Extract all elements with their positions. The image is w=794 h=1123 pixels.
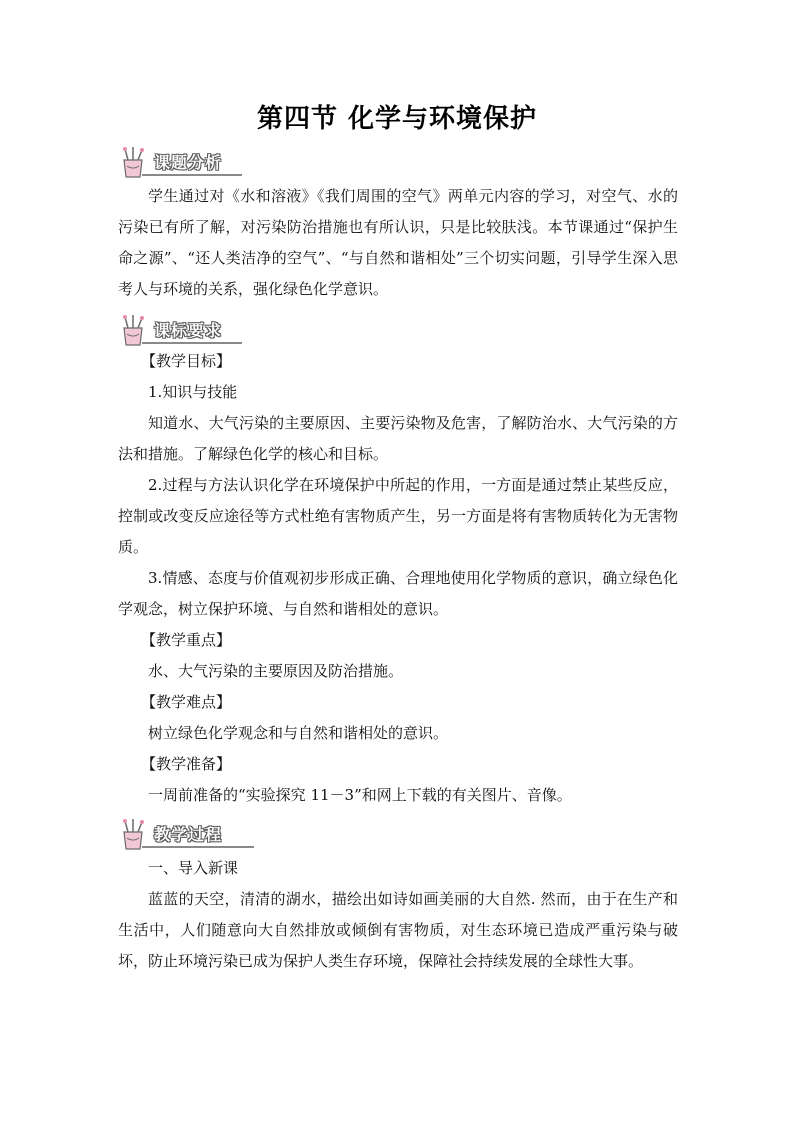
goal3-paragraph: 3.情感、态度与价值观初步形成正确、合理地使用化学物质的意识，确立绿色化学观念，树立保护环境、与自然和谐相处的意识。 [118,569,678,618]
section-underline [142,174,242,176]
section-title: 课题分析 [154,153,223,172]
intro-paragraph: 蓝蓝的天空，清清的湖水，描绘出如诗如画美丽的大自然. 然而，由于在生产和生活中，人们随意向大自然排放或倾倒有害物质，对生态环境已造成严重污染与破坏，防止环境污染已成为保护人类生存环境，保障社会持续发展的全球性大事。 [118,890,678,970]
difficulty-heading: 【教学难点】 [141,693,232,711]
section-underline [142,846,254,848]
analysis-paragraph: 学生通过对《水和溶液》《我们周围的空气》两单元内容的学习，对空气、水的污染已有所了解，对污染防治措施也有所认识，只是比较肤浅。本节课通过“保护生命之源”、“还人类洁净的空气”、“与自然和谐相处”三个切实问题，引导学生深入思考人与环境的关系，强化绿色化学意识。 [118,187,678,298]
goal1-heading: 1.知识与技能 [148,383,238,401]
goal2-paragraph: 2.过程与方法认识化学在环境保护中所起的作用，一方面是通过禁止某些反应，控制或改变反应途径等方式杜绝有害物质产生，另一方面是将有害物质转化为无害物质。 [118,476,678,556]
key-heading: 【教学重点】 [141,631,232,649]
goals-heading: 【教学目标】 [141,352,232,370]
prep-heading: 【教学准备】 [141,755,232,773]
prep-text: 一周前准备的“实验探究 11－3”和网上下载的有关图片、音像。 [148,786,572,804]
section-header-process [116,818,276,852]
section-header-standards [116,314,276,348]
difficulty-text: 树立绿色化学观念和与自然和谐相处的意识。 [148,724,449,742]
section-title: 教学过程 [154,825,223,844]
goal1-paragraph: 知道水、大气污染的主要原因、主要污染物及危害，了解防治水、大气污染的方法和措施。了解绿色化学的核心和目标。 [118,414,678,463]
section-title: 课标要求 [154,321,223,340]
section-underline [142,342,242,344]
intro-heading: 一、导入新课 [148,859,239,877]
key-text: 水、大气污染的主要原因及防治措施。 [148,662,404,680]
section-header-analysis [116,146,276,180]
page-title: 第四节 化学与环境保护 [256,104,538,134]
